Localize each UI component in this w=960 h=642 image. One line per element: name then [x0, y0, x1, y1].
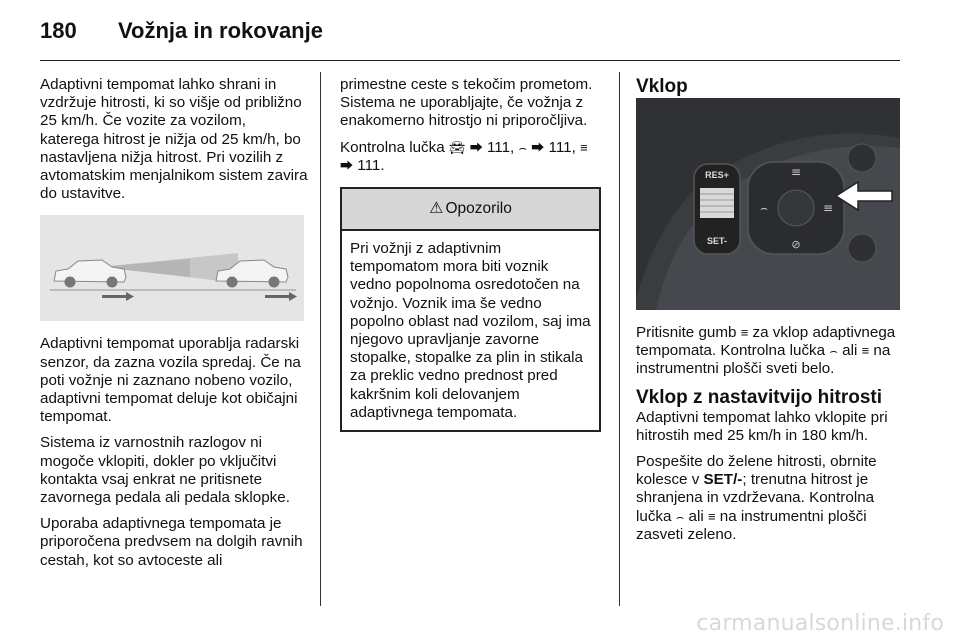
- side-button: [848, 144, 876, 172]
- radar-illustration: [40, 215, 304, 321]
- warning-box: [340, 187, 601, 432]
- warning-text: Pri vožnji z adaptivnim tempomatom mora biti voznik vedno popolnoma osredotočen na vožnjo. Voznik ima še vedno popolno oblast nad vozilom, saj ima njegovo upravljanje zavorne stopalke, stopalke za plin in stikala za preklic vedno prednost pred kakršnim koli delovanjem adaptivnega tempomata.: [350, 240, 591, 421]
- adaptive-cruise-icon: ≡: [861, 343, 870, 359]
- section-heading: Vklop: [636, 76, 688, 97]
- steering-wheel-illustration: [636, 98, 900, 310]
- page-reference[interactable]: 111,: [486, 138, 515, 156]
- paragraph: Adaptivni tempomat lahko vklopite pri hitrostih med 25 km/h in 180 km/h.: [636, 408, 888, 444]
- paragraph: Adaptivni tempomat uporablja radarski senzor, da zazna vozila spredaj. Če na poti vožnje ni zaznano nobeno vozilo, adaptivni tempomat deluje kot običajni tempomat.: [40, 335, 301, 426]
- cruise-control-icon: ⌢: [675, 508, 685, 524]
- paragraph: Uporaba adaptivnega tempomata je priporočena predvsem na dolgih ravnih cestah, kot so avtoceste ali: [40, 515, 303, 569]
- car-front-icon: 🚘︎: [448, 139, 466, 155]
- paragraph: Sistema iz varnostnih razlogov ni mogoče vklopiti, dokler po vključitvi kontakta vsaj enkrat ne pritisnete zavornega pedala ali pedala sklopke.: [40, 434, 290, 507]
- reference-line: Kontrolna lučka 🚘︎ ⮕ 111, ⌢ ⮕ 111, ≡ ⮕ 111.: [340, 138, 588, 174]
- distance-icon: ≡: [790, 165, 802, 179]
- steering-wheel-controls-figure: [636, 98, 900, 310]
- res-label: RES+: [705, 170, 729, 180]
- cruise-control-icon: ⌢: [829, 343, 838, 359]
- adaptive-cruise-icon: ≡: [580, 139, 588, 155]
- paragraph: Adaptivni tempomat lahko shrani in vzdržuje hitrosti, ki so višje od približno 25 km/h. Če vozite za vozilom, katerega hitrost je nižja od 25 km/h, bo nastavljena nižja hitrost. Pri vozilih z avtomatskim menjalnikom sistem zavira do ustavitve.: [40, 76, 308, 203]
- radar-cars-figure: [40, 215, 304, 321]
- warning-body: [342, 231, 599, 430]
- direction-arrow-icon: [265, 292, 297, 301]
- page-ref-arrow-icon: ⮕: [531, 139, 545, 155]
- warning-header: [342, 189, 599, 231]
- column-divider-1: [320, 72, 321, 606]
- header-rule: [40, 60, 900, 61]
- column-divider-2: [619, 72, 620, 606]
- section-heading: Vklop z nastavitvijo hitrosti: [636, 386, 882, 408]
- cruise-control-icon: ⌢: [760, 201, 768, 215]
- column-3: [636, 76, 904, 552]
- direction-arrow-icon: [102, 292, 134, 301]
- page-reference[interactable]: 111,: [548, 138, 576, 156]
- column-1: [40, 76, 308, 578]
- adaptive-cruise-icon: ≡: [822, 201, 834, 215]
- adaptive-cruise-icon: ≡: [707, 508, 716, 524]
- page-ref-arrow-icon: ⮕: [469, 139, 483, 155]
- page-number: 180: [40, 18, 77, 43]
- paragraph: primestne ceste s tekočim prometom. Sistema ne uporabljajte, če vožnja z enakomerno hitrostjo ni priporočljiva.: [340, 76, 593, 130]
- watermark: carmanualsonline.info: [696, 611, 944, 636]
- page-reference[interactable]: 111.: [357, 156, 385, 174]
- set-minus-label: SET/-: [703, 471, 743, 489]
- paragraph: Pritisnite gumb ≡ za vklop adaptivnega tempomata. Kontrolna lučka ⌢ ali ≡ na instrumentni plošči sveti belo.: [636, 324, 896, 378]
- set-label: SET-: [706, 236, 728, 246]
- adaptive-cruise-icon: ≡: [740, 325, 749, 340]
- side-button: [848, 234, 876, 262]
- paragraph: Pospešite do želene hitrosti, obrnite kolesce v SET/-; trenutna hitrost je shranjena in vzdrževana. Kontrolna lučka ⌢ ali ≡ na instrumentni plošči zasveti zeleno.: [636, 453, 877, 543]
- cruise-control-icon: ⌢: [518, 139, 528, 155]
- page-ref-arrow-icon: ⮕: [340, 157, 354, 173]
- column-2: [340, 76, 605, 432]
- warning-triangle-icon: ⚠: [429, 199, 444, 217]
- page-title: Vožnja in rokovanje: [118, 18, 323, 43]
- warning-title: Opozorilo: [445, 199, 512, 217]
- cancel-icon: ⊘: [791, 238, 801, 251]
